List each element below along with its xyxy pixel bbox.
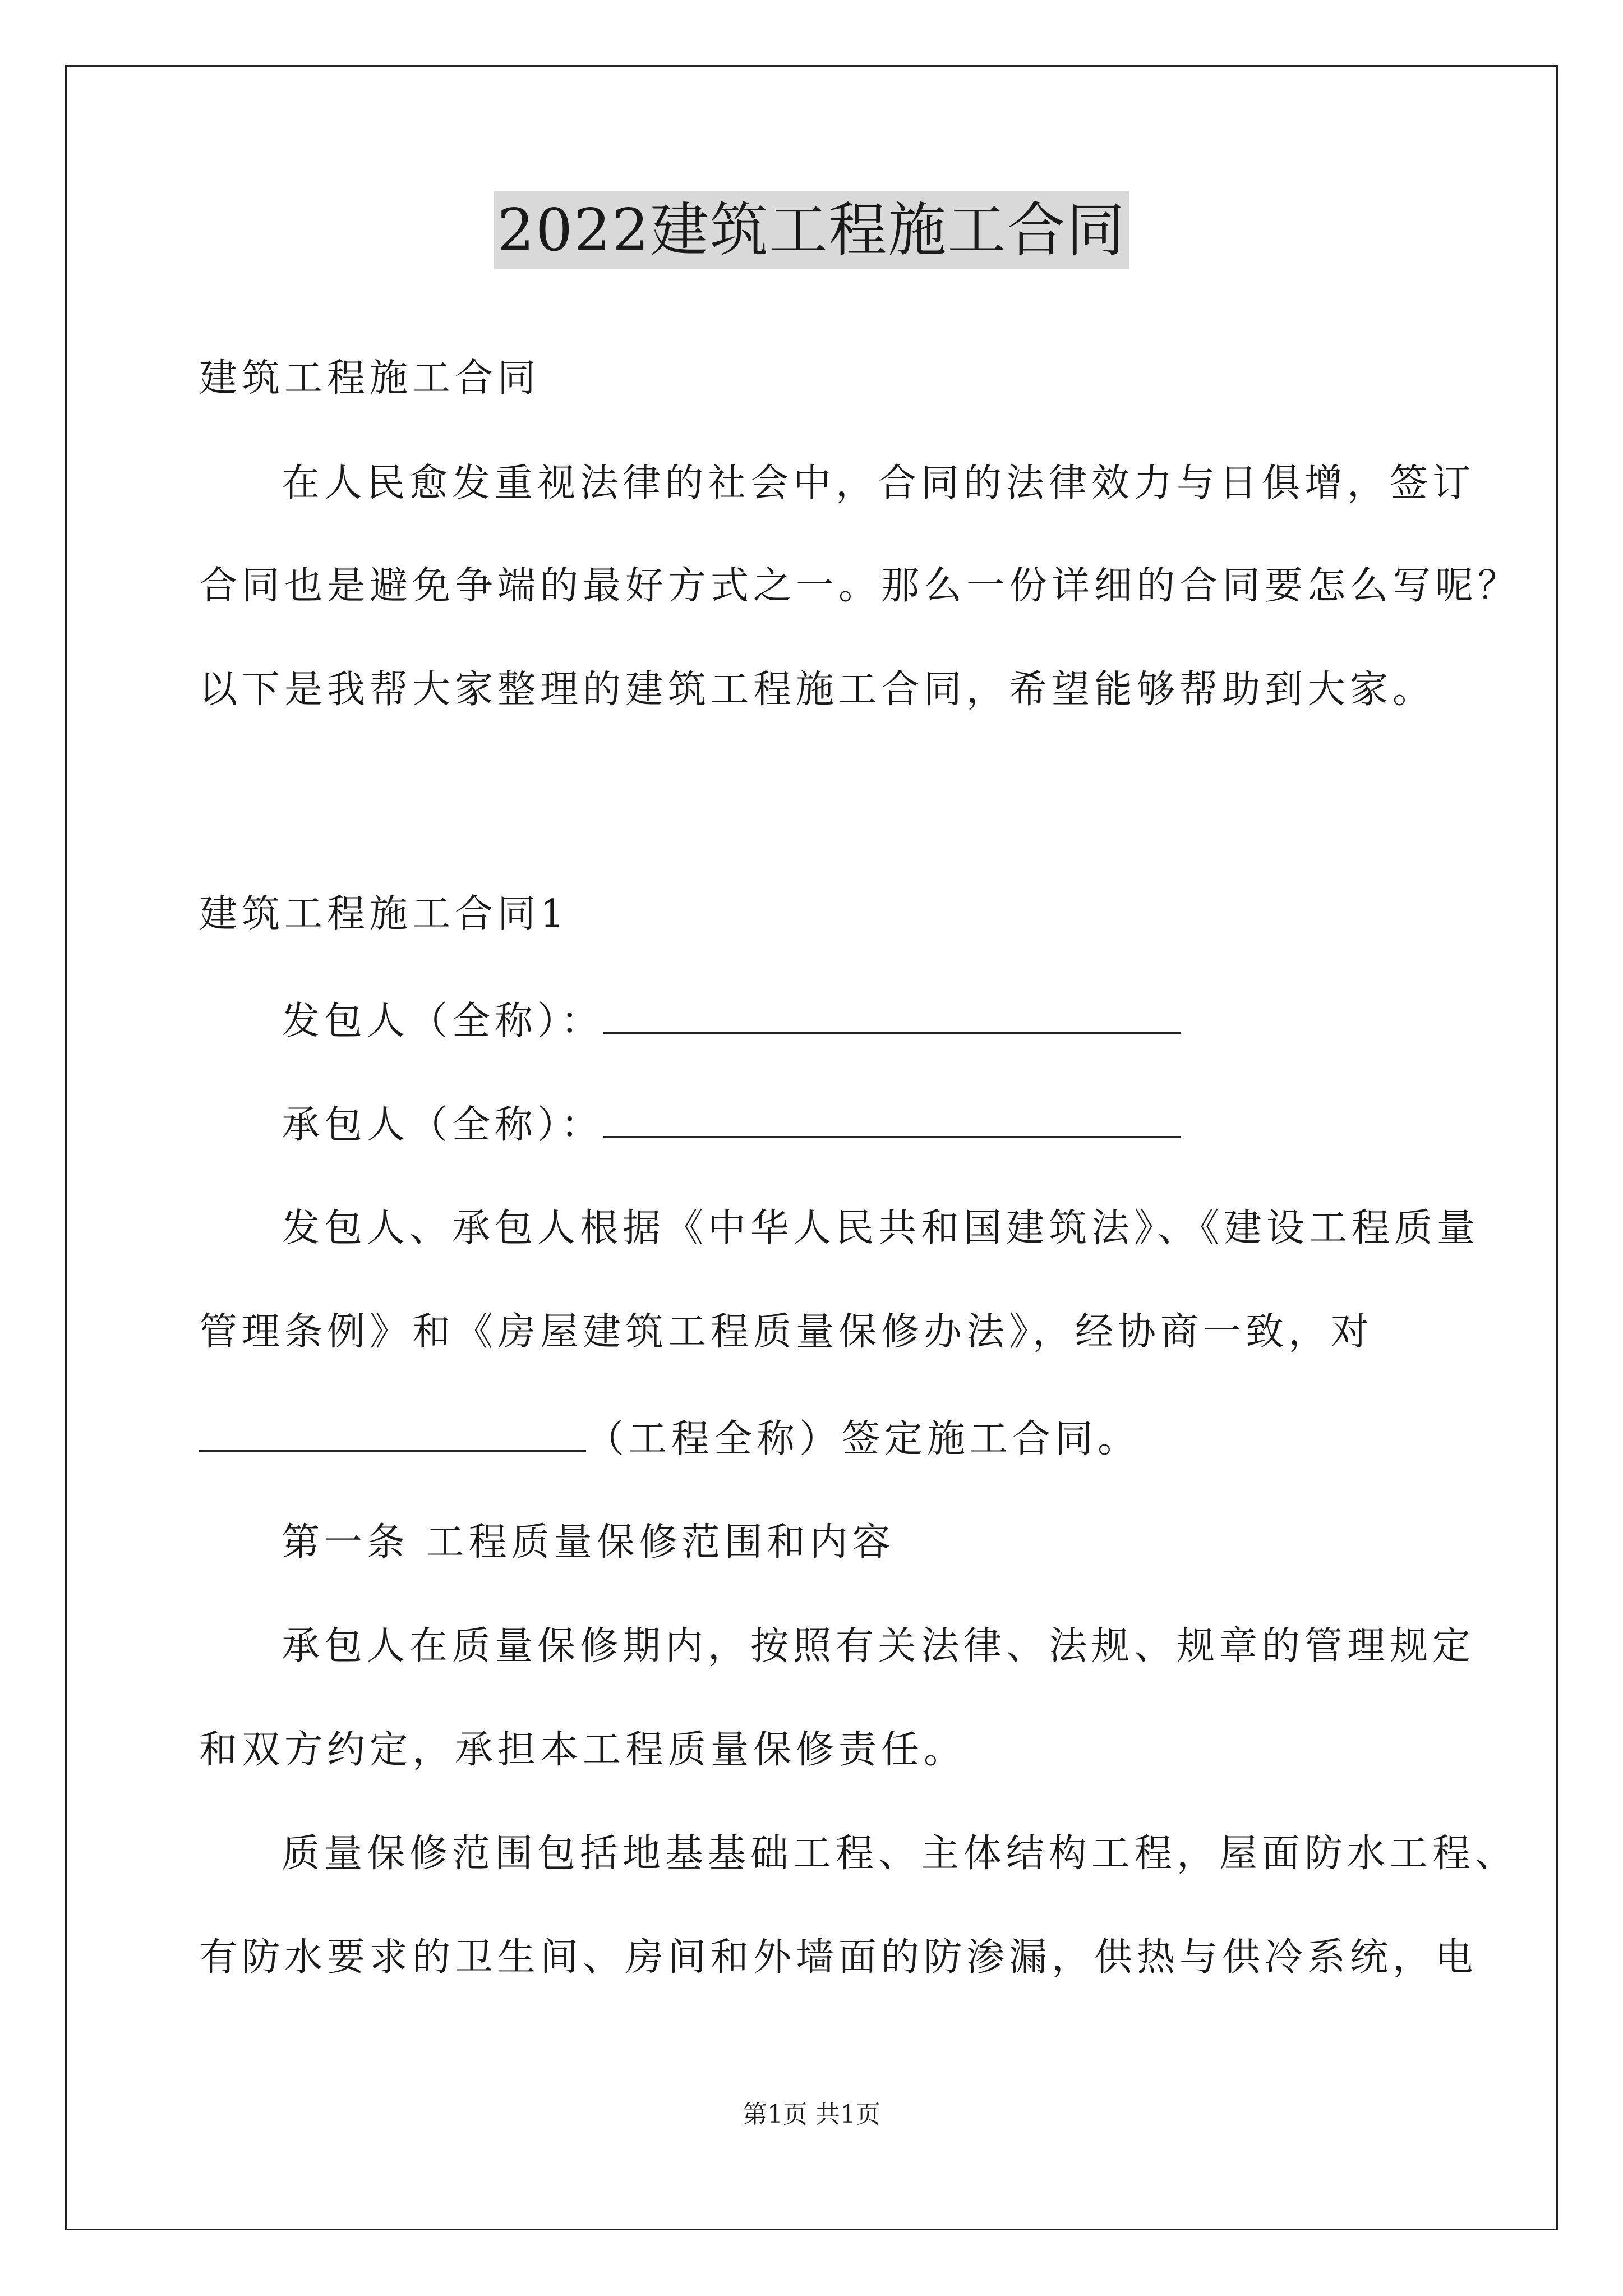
contractor-label: 承包人（全称）： bbox=[282, 1103, 604, 1147]
article-1-p1-line-2: 和双方约定，承担本工程质量保修责任。 bbox=[199, 1728, 967, 1772]
article-1-p2-line-2: 有防水要求的卫生间、房间和外墙面的防渗漏，供热与供冷系统，电 bbox=[199, 1935, 1478, 1980]
document-title: 2022建筑工程施工合同 bbox=[494, 191, 1129, 269]
intro-line-1: 在人民愈发重视法律的社会中，合同的法律效力与日俱增，签订 bbox=[282, 461, 1476, 505]
employer-line bbox=[282, 993, 1181, 1047]
contractor-name-blank[interactable] bbox=[603, 1097, 1181, 1138]
basis-tail: （工程全称）签定施工合同。 bbox=[586, 1417, 1141, 1461]
section-heading: 建筑工程施工合同1 bbox=[199, 892, 569, 936]
document-subtitle: 建筑工程施工合同 bbox=[199, 356, 541, 401]
intro-line-2: 合同也是避免争端的最好方式之一。那么一份详细的合同要怎么写呢？ bbox=[199, 564, 1521, 608]
basis-line-2: 管理条例》和《房屋建筑工程质量保修办法》，经协商一致，对 bbox=[199, 1310, 1374, 1354]
employer-label: 发包人（全称）： bbox=[282, 999, 604, 1043]
article-1-heading: 第一条 工程质量保修范围和内容 bbox=[282, 1520, 895, 1565]
basis-line-1: 发包人、承包人根据《中华人民共和国建筑法》、《建设工程质量 bbox=[282, 1206, 1480, 1250]
title-container bbox=[0, 191, 1623, 269]
intro-line-3: 以下是我帮大家整理的建筑工程施工合同，希望能够帮助到大家。 bbox=[199, 668, 1436, 712]
page-footer: 第1页 共1页 bbox=[743, 2100, 880, 2129]
contractor-line bbox=[282, 1097, 1181, 1151]
employer-name-blank[interactable] bbox=[603, 993, 1181, 1034]
article-1-p2-line-1: 质量保修范围包括地基基础工程、主体结构工程，屋面防水工程、 bbox=[282, 1832, 1518, 1876]
project-name-blank[interactable] bbox=[199, 1411, 586, 1452]
article-1-p1-line-1: 承包人在质量保修期内，按照有关法律、法规、规章的管理规定 bbox=[282, 1624, 1476, 1668]
basis-line-3 bbox=[199, 1411, 1140, 1465]
